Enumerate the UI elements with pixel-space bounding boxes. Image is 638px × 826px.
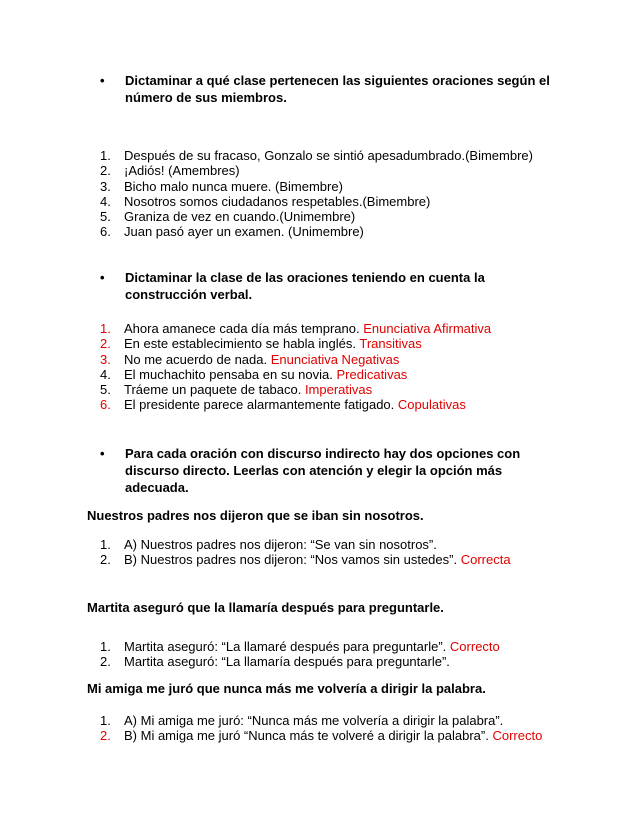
item-number: 1.: [100, 148, 111, 163]
instruction-text: Dictaminar a qué clase pertenecen las siguientes oraciones según el número de sus miembros.: [125, 73, 550, 105]
options-group-1: [100, 537, 570, 568]
item-number: 6.: [100, 224, 111, 240]
list-item: [100, 552, 570, 567]
item-text: Después de su fracaso, Gonzalo se sintió apesadumbrado.(Bimembre): [124, 148, 533, 163]
item-number: 4.: [100, 193, 111, 209]
item-number: 1.: [100, 713, 111, 728]
list-item: [100, 397, 570, 412]
bullet-dot: •: [100, 446, 105, 461]
item-text: Martita aseguró: “La llamaría después para preguntarle”.: [124, 654, 450, 670]
item-number: 1.: [100, 537, 111, 552]
item-text: Bicho malo nunca muere. (Bimembre): [124, 178, 343, 194]
options-group-2: [100, 639, 570, 670]
list-item: [100, 367, 570, 382]
sentence-heading: Nuestros padres nos dijeron que se iban sin nosotros.: [87, 508, 424, 523]
answer-label: Copulativas: [397, 397, 466, 413]
bullet-dot: •: [100, 270, 105, 285]
list-item: [100, 639, 570, 654]
item-number: 4.: [100, 366, 111, 382]
item-number: 2.: [100, 552, 111, 568]
item-text: A) Mi amiga me juró: “Nunca más me volvería a dirigir la palabra”.: [124, 713, 504, 728]
item-text: Martita aseguró: “La llamaré después para preguntarle”.: [124, 639, 447, 654]
answer-label: Predicativas: [336, 366, 408, 382]
item-number: 2.: [100, 728, 111, 744]
list-item: [100, 336, 570, 351]
item-text: El presidente parece alarmantemente fatigado.: [124, 397, 395, 413]
list-item: [100, 713, 570, 728]
item-number: 3.: [100, 351, 111, 367]
item-number: 1.: [100, 639, 111, 654]
item-number: 2.: [100, 654, 111, 670]
item-number: 2.: [100, 336, 111, 352]
list-item: [100, 163, 570, 178]
instruction-text: Dictaminar la clase de las oraciones teniendo en cuenta la construcción verbal.: [125, 270, 485, 302]
item-text: No me acuerdo de nada.: [124, 351, 268, 367]
list-item: [100, 148, 570, 163]
list-item: [100, 224, 570, 239]
answer-label: Correcto: [449, 639, 500, 654]
list-item: [100, 654, 570, 669]
item-text: B) Nuestros padres nos dijeron: “Nos vamos sin ustedes”.: [124, 552, 458, 568]
list-item: [100, 382, 570, 397]
list-item: [100, 352, 570, 367]
answer-label: Enunciativa Afirmativa: [363, 321, 492, 336]
item-text: ¡Adiós! (Amembres): [124, 163, 240, 179]
answer-label: Correcta: [460, 552, 511, 568]
answer-label: Correcto: [492, 728, 543, 744]
item-text: En este establecimiento se habla inglés.: [124, 336, 356, 352]
instruction-3: [90, 445, 560, 496]
list-item: [100, 728, 570, 743]
list-item: [100, 537, 570, 552]
item-number: 1.: [100, 321, 111, 336]
instruction-text: Para cada oración con discurso indirecto hay dos opciones con discurso directo. Leerlas con atención y elegir la opción más adecuada.: [125, 446, 521, 495]
item-number: 5.: [100, 382, 111, 398]
item-text: Graniza de vez en cuando.(Unimembre): [124, 209, 356, 225]
list-item: [100, 209, 570, 224]
item-text: Ahora amanece cada día más temprano.: [124, 321, 360, 336]
list-item: [100, 194, 570, 209]
list-item: [100, 179, 570, 194]
bullet-dot: •: [100, 73, 105, 88]
list-section-2: [100, 321, 570, 413]
item-number: 2.: [100, 163, 111, 179]
item-number: 6.: [100, 397, 111, 413]
sentence-heading: Martita aseguró que la llamaría después para preguntarle.: [87, 600, 444, 615]
list-section-1: [100, 148, 570, 240]
instruction-1: [90, 72, 560, 106]
item-text: El muchachito pensaba en su novia.: [124, 366, 333, 382]
item-text: Tráeme un paquete de tabaco.: [124, 382, 302, 398]
list-item: [100, 321, 570, 336]
answer-label: Transitivas: [359, 336, 422, 352]
item-text: Juan pasó ayer un examen. (Unimembre): [124, 224, 364, 240]
sentence-heading: Mi amiga me juró que nunca más me volvería a dirigir la palabra.: [87, 681, 486, 696]
item-text: A) Nuestros padres nos dijeron: “Se van sin nosotros”.: [124, 537, 437, 552]
instruction-2: [90, 269, 560, 303]
options-group-3: [100, 713, 570, 744]
item-number: 3.: [100, 178, 111, 194]
item-text: B) Mi amiga me juró “Nunca más te volveré a dirigir la palabra”.: [124, 728, 489, 744]
answer-label: Imperativas: [304, 382, 373, 398]
item-number: 5.: [100, 209, 111, 225]
answer-label: Enunciativa Negativas: [270, 351, 400, 367]
item-text: Nosotros somos ciudadanos respetables.(Bimembre): [124, 193, 431, 209]
